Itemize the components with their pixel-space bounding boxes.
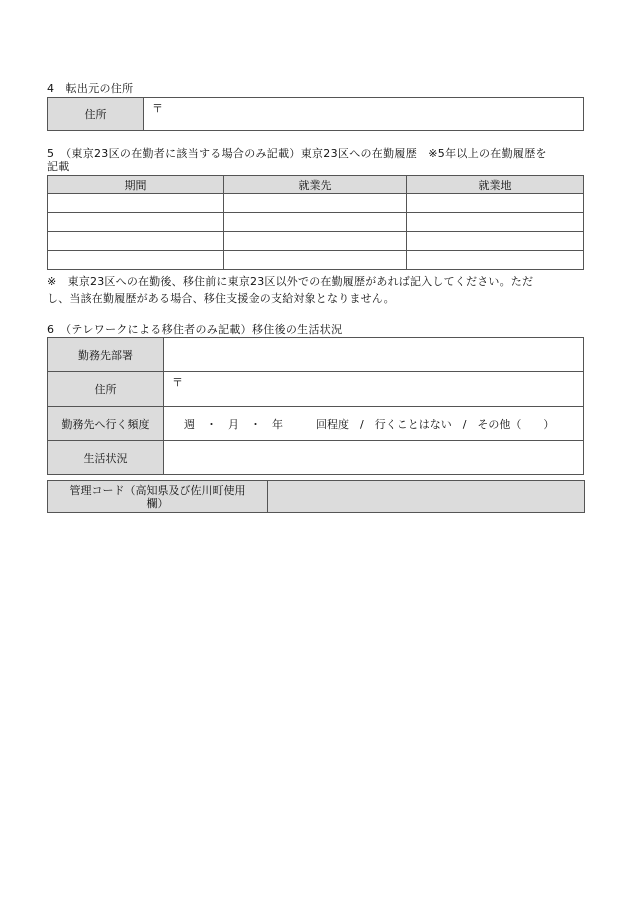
origin-address-table: [47, 97, 584, 131]
origin-address-field[interactable]: [144, 98, 584, 131]
management-code-field: [268, 481, 585, 513]
living-field[interactable]: [164, 441, 584, 475]
table-row: [48, 232, 584, 251]
section6-heading: 6 （テレワークによる移住者のみ記載）移住後の生活状況: [47, 323, 343, 336]
frequency-field[interactable]: 週 ・ 月 ・ 年 回程度 / 行くことはない / その他（ ）: [164, 407, 584, 441]
period-cell[interactable]: [48, 251, 224, 270]
location-cell[interactable]: [407, 251, 584, 270]
table-row: [48, 251, 584, 270]
management-label-line1: 管理コード（高知県及び佐川町使用: [69, 483, 246, 497]
location-cell[interactable]: [407, 194, 584, 213]
period-cell[interactable]: [48, 232, 224, 251]
management-label-line2: 欄）: [146, 496, 169, 510]
living-label: 生活状況: [48, 441, 164, 475]
table-header-row: [48, 176, 584, 194]
living-situation-table: [47, 337, 584, 475]
workplace-field[interactable]: [164, 338, 584, 372]
address-label: 住所: [48, 372, 164, 407]
work-history-table: [47, 175, 584, 270]
management-code-table: [47, 480, 585, 513]
table-row: [48, 194, 584, 213]
employer-cell[interactable]: [224, 194, 407, 213]
location-cell[interactable]: [407, 232, 584, 251]
origin-address-label: 住所: [48, 98, 144, 131]
employer-cell[interactable]: [224, 213, 407, 232]
period-cell[interactable]: [48, 213, 224, 232]
section5-heading-line1: 5 （東京23区の在勤者に該当する場合のみ記載）東京23区への在勤履歴 ※5年以上の在勤履歴を: [47, 147, 547, 160]
column-header-location: 就業地: [407, 176, 584, 194]
employer-cell[interactable]: [224, 251, 407, 270]
work-history-note: [47, 273, 587, 307]
management-code-label: [48, 481, 268, 513]
workplace-label: 勤務先部署: [48, 338, 164, 372]
section4-heading: 4 転出元の住所: [47, 82, 134, 95]
column-header-period: 期間: [48, 176, 224, 194]
address-field[interactable]: [164, 372, 584, 407]
note-line-2: し、当該在勤履歴がある場合、移住支援金の支給対象となりません。: [47, 292, 395, 305]
postal-mark: 〒: [172, 376, 183, 389]
period-cell[interactable]: [48, 194, 224, 213]
column-header-employer: 就業先: [224, 176, 407, 194]
table-row: [48, 213, 584, 232]
location-cell[interactable]: [407, 213, 584, 232]
section5-heading-line2: 記載: [47, 160, 70, 173]
frequency-label: 勤務先へ行く頻度: [48, 407, 164, 441]
note-line-1: ※ 東京23区への在勤後、移住前に東京23区以外での在勤履歴があれば記入してください。ただ: [47, 275, 534, 288]
postal-mark: 〒: [152, 102, 163, 115]
employer-cell[interactable]: [224, 232, 407, 251]
